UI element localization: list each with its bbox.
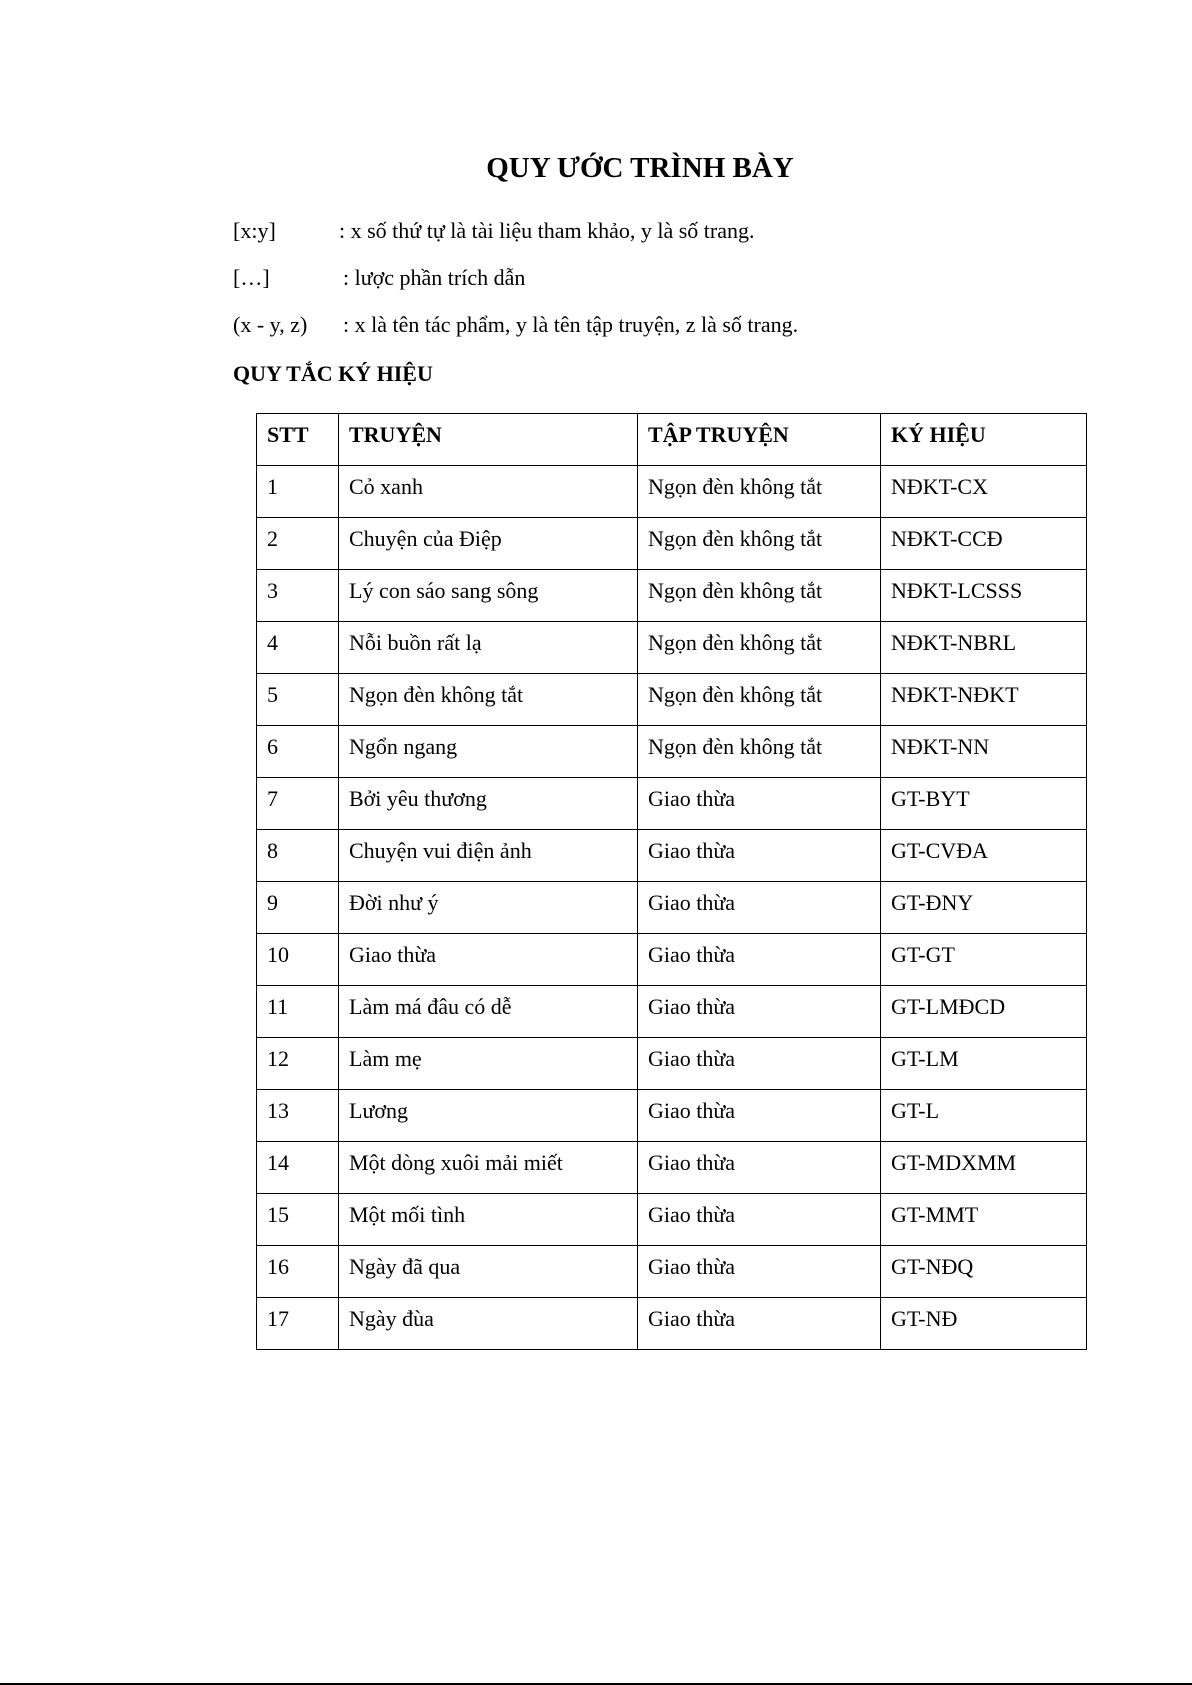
cell-story: Làm mẹ <box>339 1038 638 1090</box>
cell-symbol: GT-LMĐCD <box>881 986 1087 1038</box>
cell-stt: 8 <box>257 830 339 882</box>
cell-story: Nỗi buồn rất lạ <box>339 622 638 674</box>
cell-symbol: GT-MDXMM <box>881 1142 1087 1194</box>
table-row <box>257 1142 1087 1194</box>
cell-symbol: NĐKT-CX <box>881 466 1087 518</box>
cell-symbol: NĐKT-LCSSS <box>881 570 1087 622</box>
cell-story: Đời như ý <box>339 882 638 934</box>
table-row <box>257 1194 1087 1246</box>
table-body <box>257 466 1087 1350</box>
cell-stt: 13 <box>257 1090 339 1142</box>
table-row <box>257 570 1087 622</box>
table-row <box>257 518 1087 570</box>
convention-desc: : lược phần trích dẫn <box>343 265 526 290</box>
cell-stt: 12 <box>257 1038 339 1090</box>
cell-stt: 17 <box>257 1298 339 1350</box>
cell-story: Chuyện vui điện ảnh <box>339 830 638 882</box>
page-title: QUY ƯỚC TRÌNH BÀY <box>486 152 794 184</box>
table-row <box>257 986 1087 1038</box>
table-row <box>257 882 1087 934</box>
cell-stt: 9 <box>257 882 339 934</box>
convention-key: (x - y, z) <box>233 312 308 337</box>
cell-stt: 3 <box>257 570 339 622</box>
cell-collection: Ngọn đèn không tắt <box>638 570 881 622</box>
table-header-row <box>257 414 1087 466</box>
cell-symbol: GT-MMT <box>881 1194 1087 1246</box>
cell-collection: Giao thừa <box>638 1246 881 1298</box>
cell-symbol: NĐKT-NBRL <box>881 622 1087 674</box>
cell-story: Ngày đùa <box>339 1298 638 1350</box>
cell-collection: Ngọn đèn không tắt <box>638 518 881 570</box>
cell-stt: 2 <box>257 518 339 570</box>
cell-symbol: GT-NĐ <box>881 1298 1087 1350</box>
cell-stt: 11 <box>257 986 339 1038</box>
table-row <box>257 778 1087 830</box>
convention-key: […] <box>233 265 270 290</box>
cell-collection: Giao thừa <box>638 1142 881 1194</box>
cell-story: Chuyện của Điệp <box>339 518 638 570</box>
cell-story: Ngọn đèn không tắt <box>339 674 638 726</box>
cell-symbol: GT-NĐQ <box>881 1246 1087 1298</box>
table-row <box>257 1090 1087 1142</box>
cell-collection: Giao thừa <box>638 1090 881 1142</box>
cell-collection: Ngọn đèn không tắt <box>638 726 881 778</box>
header-collection: TẬP TRUYỆN <box>638 414 881 466</box>
convention-desc: : x là tên tác phẩm, y là tên tập truyện, z là số trang. <box>343 312 799 337</box>
cell-stt: 10 <box>257 934 339 986</box>
section-heading: QUY TẮC KÝ HIỆU <box>233 361 433 386</box>
cell-symbol: GT-L <box>881 1090 1087 1142</box>
convention-key: [x:y] <box>233 218 276 243</box>
cell-stt: 6 <box>257 726 339 778</box>
cell-story: Bởi yêu thương <box>339 778 638 830</box>
cell-stt: 1 <box>257 466 339 518</box>
cell-story: Làm má đâu có dễ <box>339 986 638 1038</box>
table-row <box>257 726 1087 778</box>
cell-stt: 4 <box>257 622 339 674</box>
cell-collection: Giao thừa <box>638 1194 881 1246</box>
cell-story: Một mối tình <box>339 1194 638 1246</box>
header-stt: STT <box>257 414 339 466</box>
cell-story: Lý con sáo sang sông <box>339 570 638 622</box>
cell-symbol: GT-LM <box>881 1038 1087 1090</box>
table-row <box>257 934 1087 986</box>
cell-collection: Giao thừa <box>638 934 881 986</box>
cell-story: Giao thừa <box>339 934 638 986</box>
cell-symbol: NĐKT-CCĐ <box>881 518 1087 570</box>
cell-collection: Giao thừa <box>638 986 881 1038</box>
cell-symbol: GT-BYT <box>881 778 1087 830</box>
cell-collection: Ngọn đèn không tắt <box>638 622 881 674</box>
cell-stt: 5 <box>257 674 339 726</box>
header-story: TRUYỆN <box>339 414 638 466</box>
cell-stt: 16 <box>257 1246 339 1298</box>
cell-story: Lương <box>339 1090 638 1142</box>
table-row <box>257 1038 1087 1090</box>
cell-collection: Giao thừa <box>638 1298 881 1350</box>
cell-collection: Giao thừa <box>638 778 881 830</box>
symbols-table <box>256 413 1087 1350</box>
cell-story: Ngổn ngang <box>339 726 638 778</box>
table-row <box>257 674 1087 726</box>
table-row <box>257 1246 1087 1298</box>
cell-symbol: GT-CVĐA <box>881 830 1087 882</box>
cell-symbol: GT-ĐNY <box>881 882 1087 934</box>
cell-story: Một dòng xuôi mải miết <box>339 1142 638 1194</box>
header-symbol: KÝ HIỆU <box>881 414 1087 466</box>
table-row <box>257 622 1087 674</box>
cell-collection: Giao thừa <box>638 1038 881 1090</box>
cell-collection: Giao thừa <box>638 882 881 934</box>
cell-symbol: NĐKT-NĐKT <box>881 674 1087 726</box>
cell-symbol: NĐKT-NN <box>881 726 1087 778</box>
cell-stt: 15 <box>257 1194 339 1246</box>
cell-story: Ngày đã qua <box>339 1246 638 1298</box>
cell-stt: 7 <box>257 778 339 830</box>
table-row <box>257 466 1087 518</box>
cell-collection: Ngọn đèn không tắt <box>638 674 881 726</box>
table-row <box>257 1298 1087 1350</box>
cell-collection: Ngọn đèn không tắt <box>638 466 881 518</box>
cell-stt: 14 <box>257 1142 339 1194</box>
cell-story: Cỏ xanh <box>339 466 638 518</box>
cell-symbol: GT-GT <box>881 934 1087 986</box>
convention-desc: : x số thứ tự là tài liệu tham khảo, y là số trang. <box>339 218 755 243</box>
cell-collection: Giao thừa <box>638 830 881 882</box>
table-row <box>257 830 1087 882</box>
